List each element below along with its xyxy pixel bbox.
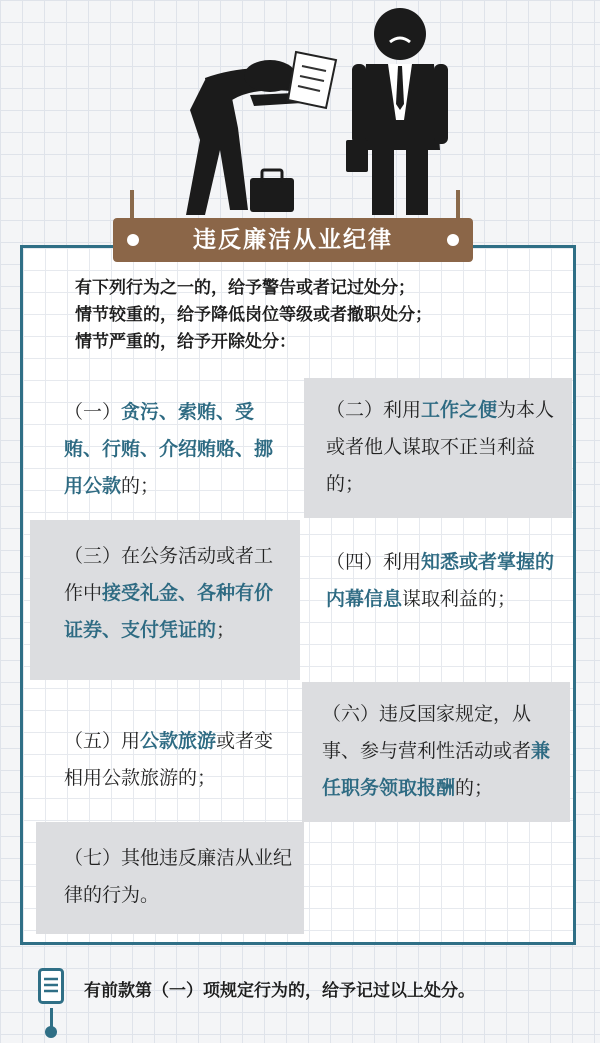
section-banner	[113, 218, 473, 262]
item-text	[326, 399, 554, 495]
item-card-5	[40, 700, 290, 820]
highlighted-phrase: 工作之便	[421, 399, 498, 421]
page-title: 违反廉洁从业纪律	[193, 227, 393, 253]
item-card-7	[36, 822, 304, 934]
highlighted-phrase: 公款旅游	[140, 730, 217, 752]
item-phrase: 的；	[455, 777, 494, 799]
briefcase-icon	[346, 140, 368, 172]
item-text	[326, 551, 554, 610]
item-phrase: （六）违反国家规定，从事、参与营利性活动或者	[322, 703, 532, 762]
item-phrase: （七）其他违反廉洁从业纪律的行为。	[64, 847, 293, 906]
item-text	[322, 703, 550, 799]
item-phrase: （三）在公务活动或者工作中	[64, 545, 274, 604]
highlighted-phrase: 贪污、索贿、受贿、行贿、介绍贿赂、挪用公款	[64, 401, 274, 497]
item-card-1	[40, 380, 295, 510]
item-text	[64, 723, 280, 797]
standing-man-figure	[352, 8, 448, 215]
bribery-illustration	[0, 0, 600, 230]
footer-dot	[45, 1026, 57, 1038]
highlighted-phrase: 知悉或者掌握的内幕信息	[326, 551, 555, 610]
briefcase-icon	[250, 170, 294, 212]
paper-icon	[288, 52, 336, 108]
item-phrase: （五）用	[64, 730, 141, 752]
item-text	[64, 847, 292, 906]
item-phrase: （一）	[64, 401, 122, 423]
item-text	[64, 401, 273, 497]
intro-line: 情节较重的，给予降低岗位等级或者撤职处分；	[75, 305, 432, 325]
item-phrase: 的；	[121, 475, 160, 497]
item-card-6	[302, 682, 570, 822]
intro-line: 有下列行为之一的，给予警告或者记过处分；	[75, 278, 415, 298]
document-icon	[38, 968, 64, 1004]
item-phrase: （二）利用	[326, 399, 422, 421]
intro-text	[75, 275, 545, 356]
item-phrase: 为本人或者他人谋取不正当利益的；	[326, 399, 555, 495]
highlighted-phrase: 接受礼金、各种有价证券、支付凭证的	[64, 582, 274, 641]
item-card-2	[304, 378, 572, 518]
intro-line: 情节严重的，给予开除处分：	[75, 332, 296, 352]
item-phrase: 谋取利益的；	[402, 588, 517, 610]
item-phrase: 或者变相用公款旅游的；	[64, 730, 274, 789]
item-phrase: ；	[216, 619, 236, 641]
highlighted-phrase: 兼任职务领取报酬	[322, 740, 551, 799]
item-card-3	[30, 520, 300, 680]
item-phrase: （四）利用	[326, 551, 422, 573]
item-text	[64, 545, 273, 641]
footer-note: 有前款第（一）项规定行为的，给予记过以上处分。	[84, 981, 475, 1001]
item-card-4	[308, 530, 570, 670]
